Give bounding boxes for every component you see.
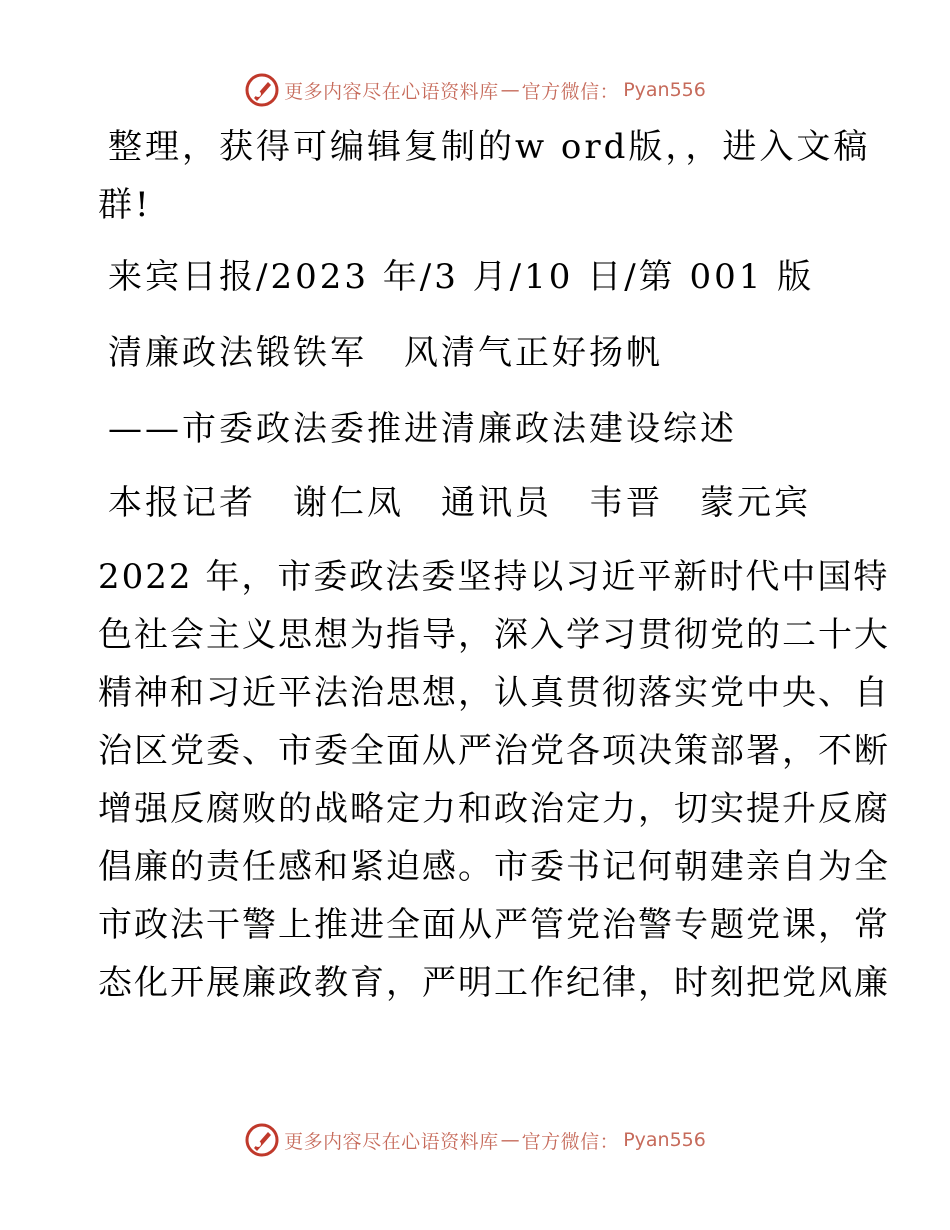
watermark-label: 官方微信： — [521, 1130, 620, 1153]
paragraph-line: 市政法干警上推进全面从严管党治警专题党课，常 — [98, 905, 890, 945]
intro-line-2: 群! — [98, 185, 152, 225]
watermark-text: 更多内容尽在心语资料库 — [284, 80, 499, 103]
source-line: 来宾日报/2023 年/3 月/10 日/第 001 版 — [108, 257, 815, 297]
quill-logo-icon — [244, 1122, 280, 1158]
watermark-text: 更多内容尽在心语资料库 — [284, 1130, 499, 1153]
paragraph-line: 态化开展廉政教育，严明工作纪律，时刻把党风廉 — [98, 963, 890, 1003]
quill-logo-icon — [244, 72, 280, 108]
footer-watermark — [0, 1122, 950, 1158]
paragraph-line: 2022 年，市委政法委坚持以习近平新时代中国特 — [98, 557, 890, 597]
watermark-wechat-id: Pyan556 — [623, 1129, 706, 1151]
article-headline: 清廉政法锻铁军 风清气正好扬帆 — [108, 333, 663, 373]
intro-line-1: 整理，获得可编辑复制的w ord版，，进入文稿 — [108, 127, 871, 167]
paragraph-line: 色社会主义思想为指导，深入学习贯彻党的二十大 — [98, 615, 890, 655]
paragraph-line: 增强反腐败的战略定力和政治定力，切实提升反腐 — [98, 789, 890, 829]
watermark-label: 官方微信： — [521, 80, 620, 103]
watermark-separator: — — [500, 1129, 520, 1151]
article-subtitle: ——市委政法委推进清廉政法建设综述 — [108, 409, 737, 449]
paragraph-line: 治区党委、市委全面从严治党各项决策部署，不断 — [98, 731, 890, 771]
header-watermark — [0, 72, 950, 108]
paragraph-line: 倡廉的责任感和紧迫感。市委书记何朝建亲自为全 — [98, 847, 890, 887]
article-byline: 本报记者 谢仁凤 通讯员 韦晋 蒙元宾 — [108, 483, 811, 523]
watermark-wechat-id: Pyan556 — [623, 79, 706, 101]
paragraph-line: 精神和习近平法治思想，认真贯彻落实党中央、自 — [98, 673, 890, 713]
watermark-separator: — — [500, 79, 520, 101]
